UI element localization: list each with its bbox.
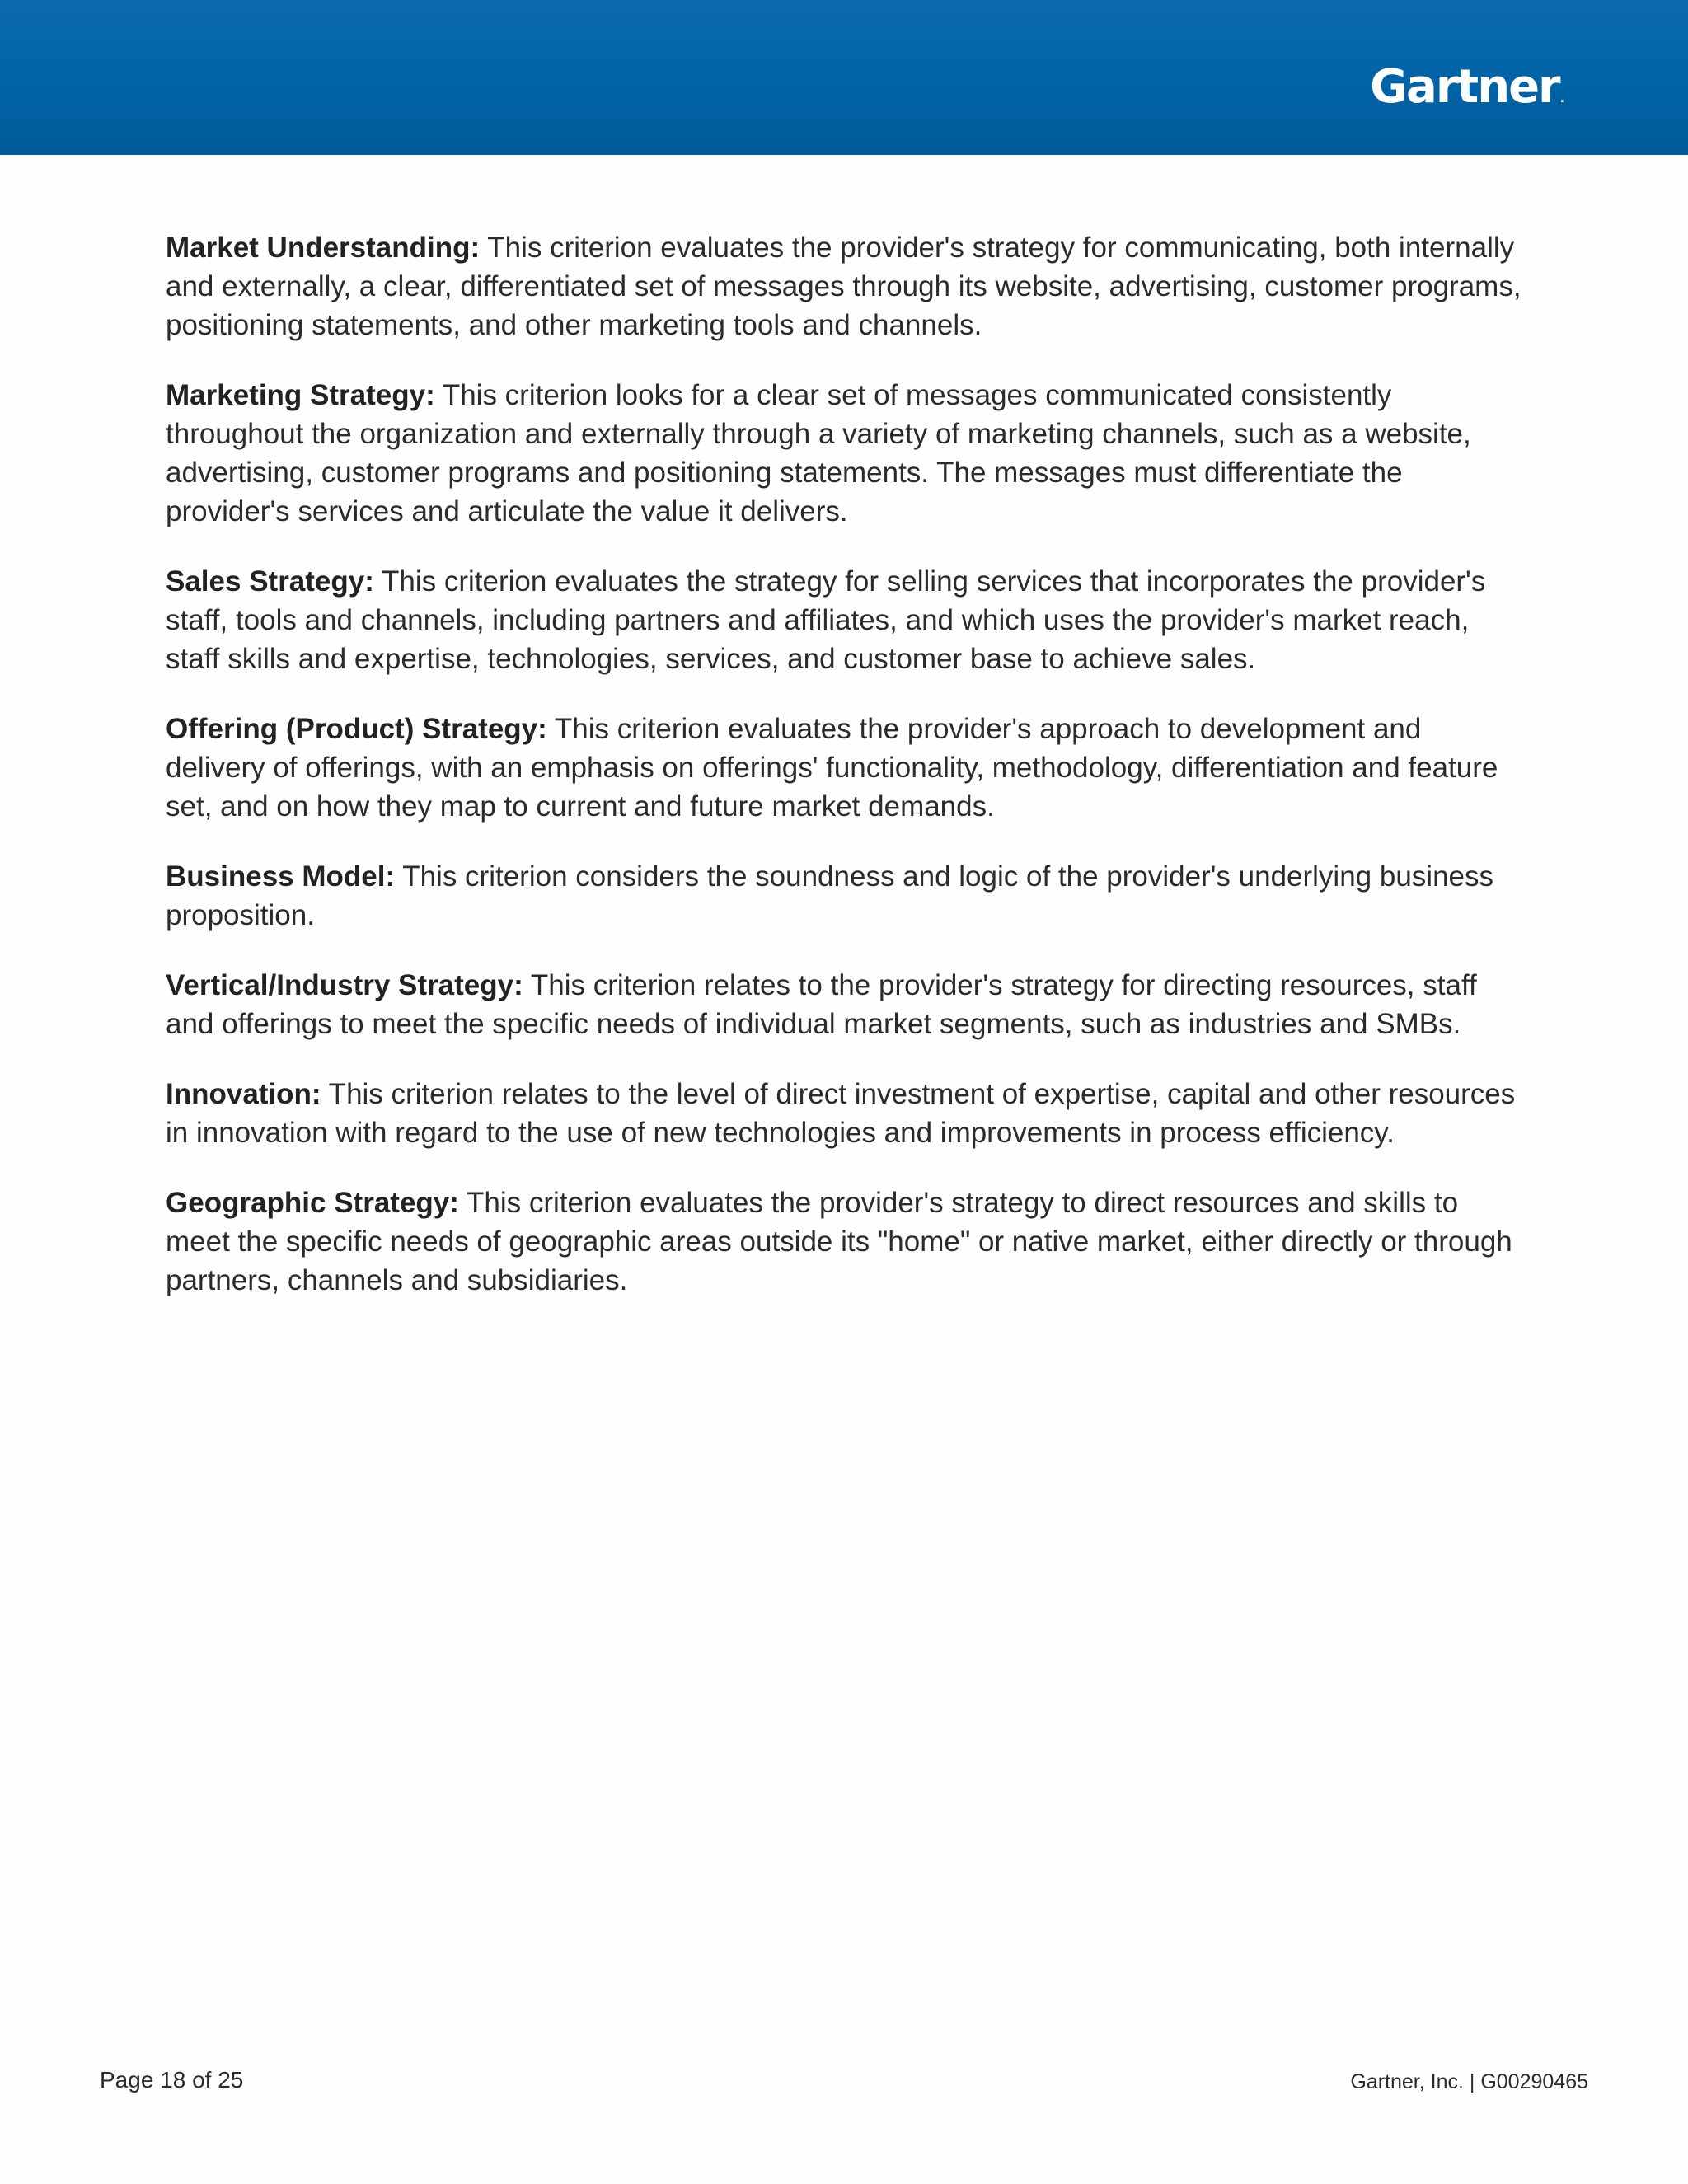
criterion-paragraph bbox=[166, 228, 1526, 344]
criteria-list bbox=[166, 228, 1526, 1331]
criterion-paragraph bbox=[166, 857, 1526, 935]
criterion-term: Innovation: bbox=[166, 1078, 321, 1110]
criterion-term: Market Understanding: bbox=[166, 232, 481, 264]
criterion-term: Vertical/Industry Strategy: bbox=[166, 969, 523, 1001]
gartner-logo bbox=[1370, 60, 1564, 114]
criterion-paragraph bbox=[166, 1183, 1526, 1300]
criterion-text: This criterion looks for a clear set of messages communicated consistently throughout the organization and externally through a variety of marketing channels, such as a website, advertising, customer programs and positioning statements. The messages must differentiate the provider's services and articulate the value it delivers. bbox=[166, 379, 1471, 527]
criterion-term: Sales Strategy: bbox=[166, 565, 374, 598]
criterion-paragraph bbox=[166, 376, 1526, 531]
criterion-text: This criterion considers the soundness and logic of the provider's underlying business proposition. bbox=[166, 860, 1493, 931]
criterion-paragraph bbox=[166, 1075, 1526, 1152]
criterion-paragraph bbox=[166, 710, 1526, 826]
criterion-term: Offering (Product) Strategy: bbox=[166, 713, 547, 745]
criterion-text: This criterion evaluates the provider's strategy for communicating, both internally and externally, a clear, differentiated set of messages through its website, advertising, customer programs, positioning statements, and other marketing tools and channels. bbox=[166, 232, 1522, 341]
document-id: Gartner, Inc. | G00290465 bbox=[1350, 2070, 1588, 2093]
criterion-text: This criterion evaluates the strategy for selling services that incorporates the provider's staff, tools and channels, including partners and affiliates, and which uses the provider's market reach, staff skills and expertise, technologies, services, and customer base to achieve sales. bbox=[166, 565, 1486, 675]
criterion-term: Business Model: bbox=[166, 860, 396, 893]
page-number: Page 18 of 25 bbox=[100, 2067, 244, 2093]
criterion-paragraph bbox=[166, 562, 1526, 678]
criterion-text: This criterion relates to the provider's strategy for directing resources, staff and offerings to meet the specific needs of individual market segments, such as industries and SMBs. bbox=[166, 969, 1477, 1040]
logo-mark: . bbox=[1559, 92, 1564, 105]
logo-text: Gartner bbox=[1370, 60, 1559, 114]
criterion-text: This criterion evaluates the provider's strategy to direct resources and skills to meet the specific needs of geographic areas outside its "home" or native market, either directly or through partners, channels and subsidiaries. bbox=[166, 1187, 1512, 1296]
page-header bbox=[0, 0, 1688, 155]
criterion-paragraph bbox=[166, 966, 1526, 1043]
criterion-text: This criterion relates to the level of direct investment of expertise, capital and other resources in innovation with regard to the use of new technologies and improvements in process efficiency. bbox=[166, 1078, 1516, 1149]
criterion-term: Marketing Strategy: bbox=[166, 379, 435, 411]
criterion-text: This criterion evaluates the provider's approach to development and delivery of offerings, with an emphasis on offerings' functionality, methodology, differentiation and feature set, and on how they map to current and future market demands. bbox=[166, 713, 1498, 823]
criterion-term: Geographic Strategy: bbox=[166, 1187, 459, 1219]
